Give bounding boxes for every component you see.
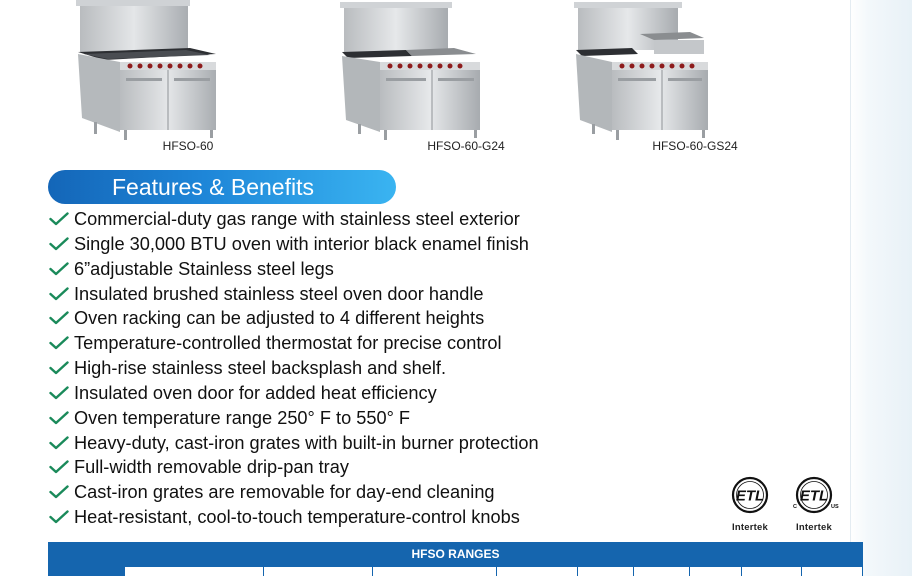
checkmark-icon (49, 212, 69, 226)
features-heading-text: Features & Benefits (112, 174, 314, 200)
product-caption-hfso-60-g24: HFSO-60-G24 (427, 139, 505, 153)
intertek-label: Intertek (796, 522, 832, 533)
feature-item: Cast-iron grates are removable for day-end cleaning (48, 480, 539, 505)
feature-item: Oven temperature range 250° F to 550° F (48, 406, 539, 431)
checkmark-icon (49, 336, 69, 350)
table-cell (742, 567, 802, 576)
product-caption-hfso-60-gs24: HFSO-60-GS24 (652, 139, 738, 153)
table-cell (125, 567, 264, 576)
table-cell (578, 567, 634, 576)
table-cell (690, 567, 742, 576)
range-10-burner-image (74, 0, 222, 140)
range-griddle-shelf-image (572, 0, 712, 140)
product-image-hfso-60-g24 (336, 0, 486, 140)
checkmark-icon (49, 237, 69, 251)
table-cell (634, 567, 690, 576)
feature-item: Oven racking can be adjusted to 4 different heights (48, 306, 539, 331)
checkmark-icon (49, 460, 69, 474)
intertek-label: Intertek (732, 522, 768, 533)
svg-text:ETL: ETL (735, 487, 765, 505)
product-caption-hfso-60: HFSO-60 (162, 139, 214, 153)
feature-item: 6”adjustable Stainless steel legs (48, 257, 539, 282)
feature-item: Full-width removable drip-pan tray (48, 455, 539, 480)
checkmark-icon (49, 361, 69, 375)
feature-item: Heat-resistant, cool-to-touch temperature-control knobs (48, 505, 539, 530)
feature-item: Temperature-controlled thermostat for precise control (48, 331, 539, 356)
checkmark-icon (49, 510, 69, 524)
etl-c-us-logo-icon (789, 476, 839, 516)
checkmark-icon (49, 411, 69, 425)
table-cell (264, 567, 373, 576)
features-heading (48, 170, 396, 204)
checkmark-icon (49, 485, 69, 499)
svg-text:US: US (831, 504, 839, 510)
product-image-hfso-60-gs24 (572, 0, 712, 140)
table-header-row (48, 566, 863, 576)
checkmark-icon (49, 287, 69, 301)
feature-item: Insulated brushed stainless steel oven door handle (48, 282, 539, 307)
etl-c-us-certification-mark (789, 476, 839, 533)
feature-item: Single 30,000 BTU oven with interior black enamel finish (48, 232, 539, 257)
feature-item: Commercial-duty gas range with stainless steel exterior (48, 207, 539, 232)
checkmark-icon (49, 386, 69, 400)
checkmark-icon (49, 311, 69, 325)
table-cell (802, 567, 863, 576)
feature-item: Insulated oven door for added heat efficiency (48, 381, 539, 406)
table-title: HFSO RANGES (48, 542, 863, 566)
range-griddle-image (336, 0, 486, 140)
feature-item: Heavy-duty, cast-iron grates with built-in burner protection (48, 431, 539, 456)
checkmark-icon (49, 262, 69, 276)
etl-logo-icon (725, 476, 775, 516)
feature-list (48, 207, 539, 530)
checkmark-icon (49, 436, 69, 450)
product-image-hfso-60 (74, 0, 222, 140)
table-cell (373, 567, 497, 576)
feature-item: High-rise stainless steel backsplash and shelf. (48, 356, 539, 381)
table-cell (497, 567, 578, 576)
etl-certification-mark (725, 476, 775, 533)
svg-text:ETL: ETL (799, 487, 829, 505)
svg-text:C: C (793, 504, 797, 510)
decorative-side-band (850, 0, 912, 576)
